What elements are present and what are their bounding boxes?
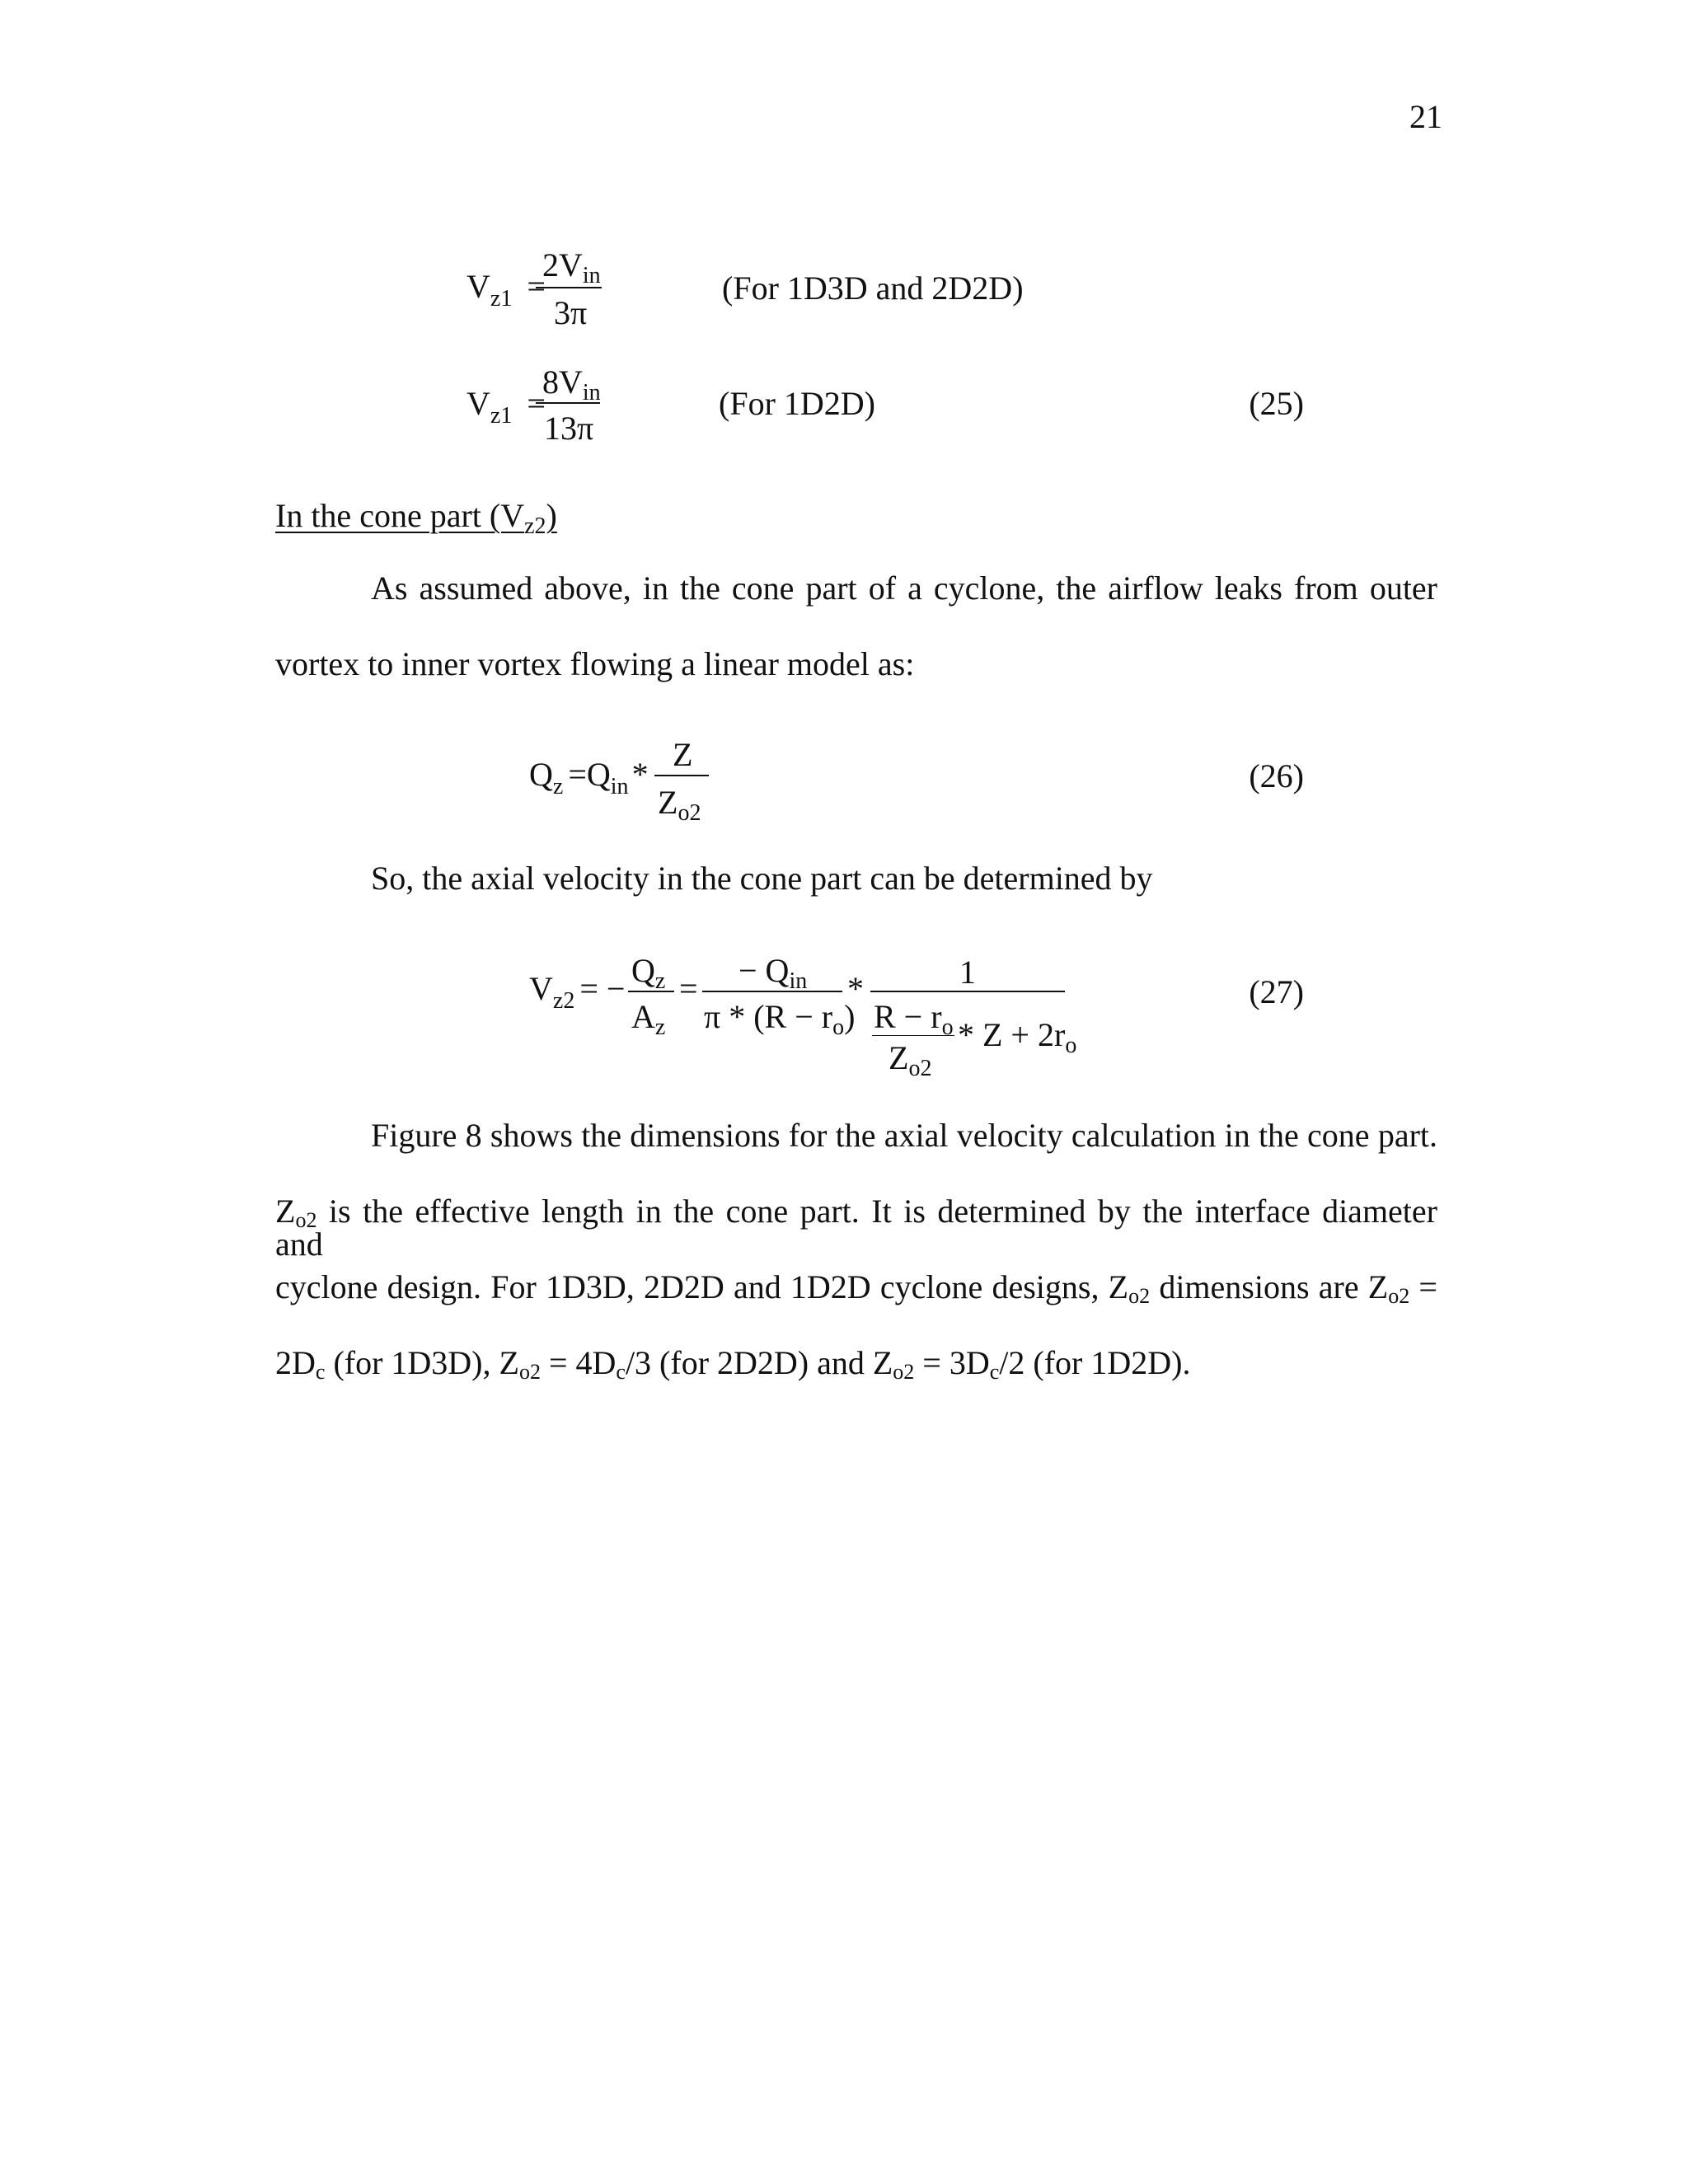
eq26-denominator: $Z_{o2}$ <box>658 784 701 826</box>
eq25-line2-note: (For 1D2D) <box>719 385 875 422</box>
para3-line3: cyclone design. For 1D3D, 2D2D and 1D2D cyclone designs, Zo2 dimensions are Zo2 = <box>275 1268 1437 1308</box>
eq25-number: (25) <box>1249 385 1304 422</box>
para3-line2: Zo2 is the effective length in the cone part. It is determined by the interface diameter and <box>275 1193 1437 1263</box>
section-heading: In the cone part $(V_{z2})$ <box>275 497 557 539</box>
para1-line1: As assumed above, in the cone part of a cyclone, the airflow leaks from outer <box>371 569 1437 607</box>
eq27-number: (27) <box>1249 973 1304 1010</box>
eq27-f3-fraction-bar <box>870 991 1065 992</box>
eq26-fraction-bar <box>654 775 709 776</box>
page-number: 21 <box>1409 98 1442 135</box>
eq27-f3-inner-numerator: $R - r_o$ <box>874 998 954 1040</box>
eq27-f3-numerator: 1 <box>959 954 976 991</box>
eq27-f2-numerator: − $Q_{in}$ <box>738 952 808 994</box>
eq27-f2-denominator: $\pi * (R - r_o)$ <box>704 998 856 1040</box>
para3-line4: 2Dc (for 1D3D), Zo2 = 4Dc/3 (for 2D2D) and Zo2 = 3Dc/2 (for 1D2D). <box>275 1344 1191 1384</box>
eq27-f1-numerator: $Q_z$ <box>631 952 666 994</box>
eq25-line2-numerator: $8V_{in}$ <box>542 363 601 405</box>
eq26-numerator: Z <box>673 736 693 773</box>
eq27-lhs: $V_{z2}$ = − <box>529 970 626 1014</box>
eq26-number: (26) <box>1249 757 1304 794</box>
eq27-f3-inner-denominator: $Z_{o2}$ <box>889 1039 932 1081</box>
para1-line2: vortex to inner vortex flowing a linear model as: <box>275 645 915 682</box>
eq27-f1-fraction-bar <box>628 991 674 992</box>
eq25-line1-denominator: 3π <box>554 294 588 331</box>
eq25-line2-denominator: 13π <box>544 410 594 447</box>
eq27-f3-tail: * $Z + 2r_o$ <box>958 1016 1077 1058</box>
eq25-line1-numerator: $2V_{in}$ <box>542 246 601 288</box>
para3-line1: Figure 8 shows the dimensions for the axial velocity calculation in the cone part. <box>371 1117 1437 1154</box>
eq27-equals-2: = <box>679 970 698 1007</box>
eq25-line1-fraction-bar <box>536 287 602 288</box>
eq25-line2-fraction-bar <box>536 402 600 404</box>
eq27-f1-denominator: $A_z$ <box>631 998 666 1040</box>
eq25-line1-note: (For 1D3D and 2D2D) <box>722 269 1024 307</box>
eq27-f2-fraction-bar <box>702 991 842 992</box>
eq25-line1-lhs: $V_{z1}$ = <box>467 268 546 312</box>
eq27-star: * <box>847 970 864 1007</box>
eq26-lhs: $Q_z =Q_{in}$ * <box>529 756 649 799</box>
eq25-line2-lhs: $V_{z1}$ = <box>467 385 546 429</box>
eq27-f3-inner-fraction-bar <box>872 1035 954 1036</box>
para2: So, the axial velocity in the cone part can be determined by <box>371 860 1153 897</box>
